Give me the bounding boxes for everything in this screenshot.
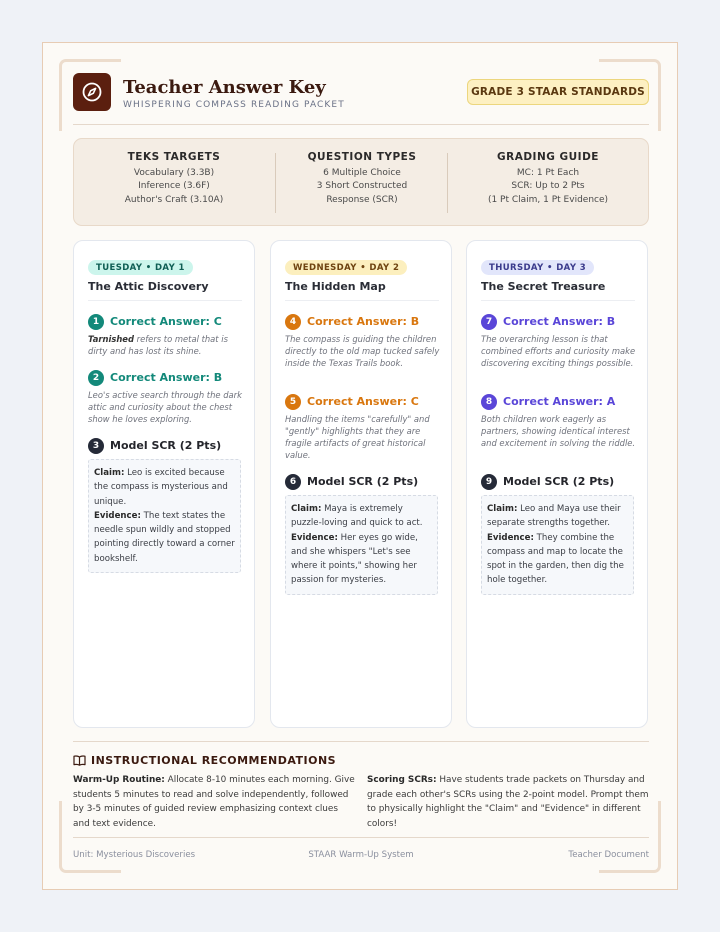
page-footer (73, 837, 649, 863)
correct-answer: Correct Answer: B (110, 371, 223, 384)
summary-line: Vocabulary (3.3B) (133, 168, 215, 178)
correct-answer: Correct Answer: C (307, 395, 419, 408)
correct-answer: Correct Answer: B (503, 315, 616, 328)
warmup-routine-text: Warm-Up Routine: Allocate 8-10 minutes each morning. Give students 5 minutes to read and solve independently, followed by 3-5 minutes of guided review emphasizing context clues and text evidence. (73, 775, 355, 830)
summary-line: 6 Multiple Choice (323, 168, 401, 178)
grade-badge: GRADE 3 STAAR STANDARDS (467, 79, 649, 105)
footer-doc-type: Teacher Document (568, 850, 649, 860)
divider (88, 300, 242, 301)
summary-line: 3 Short Constructed (316, 181, 408, 192)
answer-explanation: Leo's active search through the dark attic and curiosity about the chest show he loves exploring. (88, 390, 242, 424)
scr-heading: 6 Model SCR (2 Pts) (285, 473, 445, 490)
grading-guide-column (462, 151, 634, 207)
day-pill: WEDNESDAY • DAY 2 (285, 260, 407, 275)
day-title: The Secret Treasure (481, 280, 606, 293)
question-item (285, 393, 445, 461)
answer-explanation: The overarching lesson is that combined efforts and curiosity make discovering exciting things possible. (481, 334, 636, 368)
question-number: 1 (88, 314, 104, 330)
question-number: 2 (88, 370, 104, 386)
summary-divider (447, 153, 448, 213)
question-number: 9 (481, 474, 497, 490)
day-pill: THURSDAY • DAY 3 (481, 260, 594, 275)
divider (285, 300, 439, 301)
day-card-3 (466, 240, 648, 728)
summary-panel (73, 138, 649, 226)
page-title: Teacher Answer Key (123, 77, 326, 98)
summary-heading: GRADING GUIDE (497, 151, 599, 163)
summary-line: Inference (3.6F) (138, 181, 210, 192)
question-item (481, 313, 641, 369)
question-number: 5 (285, 394, 301, 410)
vocab-term: Tarnished (88, 334, 134, 344)
summary-heading: TEKS TARGETS (127, 151, 221, 163)
summary-line: SCR: Up to 2 Pts (511, 181, 585, 192)
answer-key-page (42, 42, 678, 890)
answer-explanation: Both children work eagerly as partners, showing identical interest and excitement in solving the riddle. (481, 414, 636, 448)
recommendations-heading: INSTRUCTIONAL RECOMMENDATIONS (73, 754, 336, 767)
correct-answer: Correct Answer: B (307, 315, 420, 328)
question-number: 3 (88, 438, 104, 454)
page-subtitle: WHISPERING COMPASS READING PACKET (123, 100, 345, 110)
summary-line: (1 Pt Claim, 1 Pt Evidence) (487, 194, 609, 205)
scr-heading: 3 Model SCR (2 Pts) (88, 437, 248, 454)
page-header (73, 73, 649, 125)
question-number: 4 (285, 314, 301, 330)
teks-targets-column (88, 151, 260, 207)
question-number: 6 (285, 474, 301, 490)
scoring-scrs-text: Scoring SCRs: Have students trade packets on Thursday and grade each other's SCRs using the 2-point model. Prompt them to physically highlight the "Claim" and "Evidence" in different colors! (367, 775, 649, 830)
question-item (88, 313, 248, 357)
correct-answer: Correct Answer: A (503, 395, 616, 408)
answer-explanation: The compass is guiding the children directly to the old map tucked safely inside the Texas Trails book. (285, 334, 440, 368)
question-number: 8 (481, 394, 497, 410)
divider (481, 300, 635, 301)
question-types-column (276, 151, 448, 207)
instructional-recommendations (73, 741, 649, 830)
question-number: 7 (481, 314, 497, 330)
compass-icon (73, 73, 111, 111)
answer-explanation: Handling the items "carefully" and "gently" highlights that they are fragile artifacts of great historical value. (285, 414, 430, 460)
model-scr-box: Claim: Leo and Maya use their separate strengths together. Evidence: They combine the compass and map to locate the spot in the garden, then dig the hole together. (481, 495, 634, 595)
summary-line: Author's Craft (3.10A) (124, 194, 224, 205)
day-card-2 (270, 240, 452, 728)
scr-heading: 9 Model SCR (2 Pts) (481, 473, 641, 490)
day-pill: TUESDAY • DAY 1 (88, 260, 193, 275)
model-scr-box: Claim: Maya is extremely puzzle-loving and quick to act. Evidence: Her eyes go wide, and she whispers "Let's see where it points," showing her passion for mysteries. (285, 495, 438, 595)
question-item (481, 393, 641, 449)
day-title: The Attic Discovery (88, 280, 209, 293)
day-title: The Hidden Map (285, 280, 386, 293)
question-item (88, 369, 248, 425)
answer-explanation: Tarnished refers to metal that is dirty and has lost its shine. (88, 334, 228, 356)
footer-system: STAAR Warm-Up System (308, 850, 414, 860)
summary-line: Response (SCR) (326, 194, 398, 205)
summary-line: MC: 1 Pt Each (516, 168, 580, 178)
question-item (285, 313, 445, 369)
open-book-icon (73, 755, 86, 766)
day-card-1 (73, 240, 255, 728)
footer-unit: Unit: Mysterious Discoveries (73, 850, 196, 860)
correct-answer: Correct Answer: C (110, 315, 222, 328)
summary-heading: QUESTION TYPES (307, 151, 417, 163)
model-scr-box: Claim: Leo is excited because the compass is mysterious and unique. Evidence: The text states the needle spun wildly and stopped pointing directly toward a corner bookshelf. (88, 459, 241, 573)
